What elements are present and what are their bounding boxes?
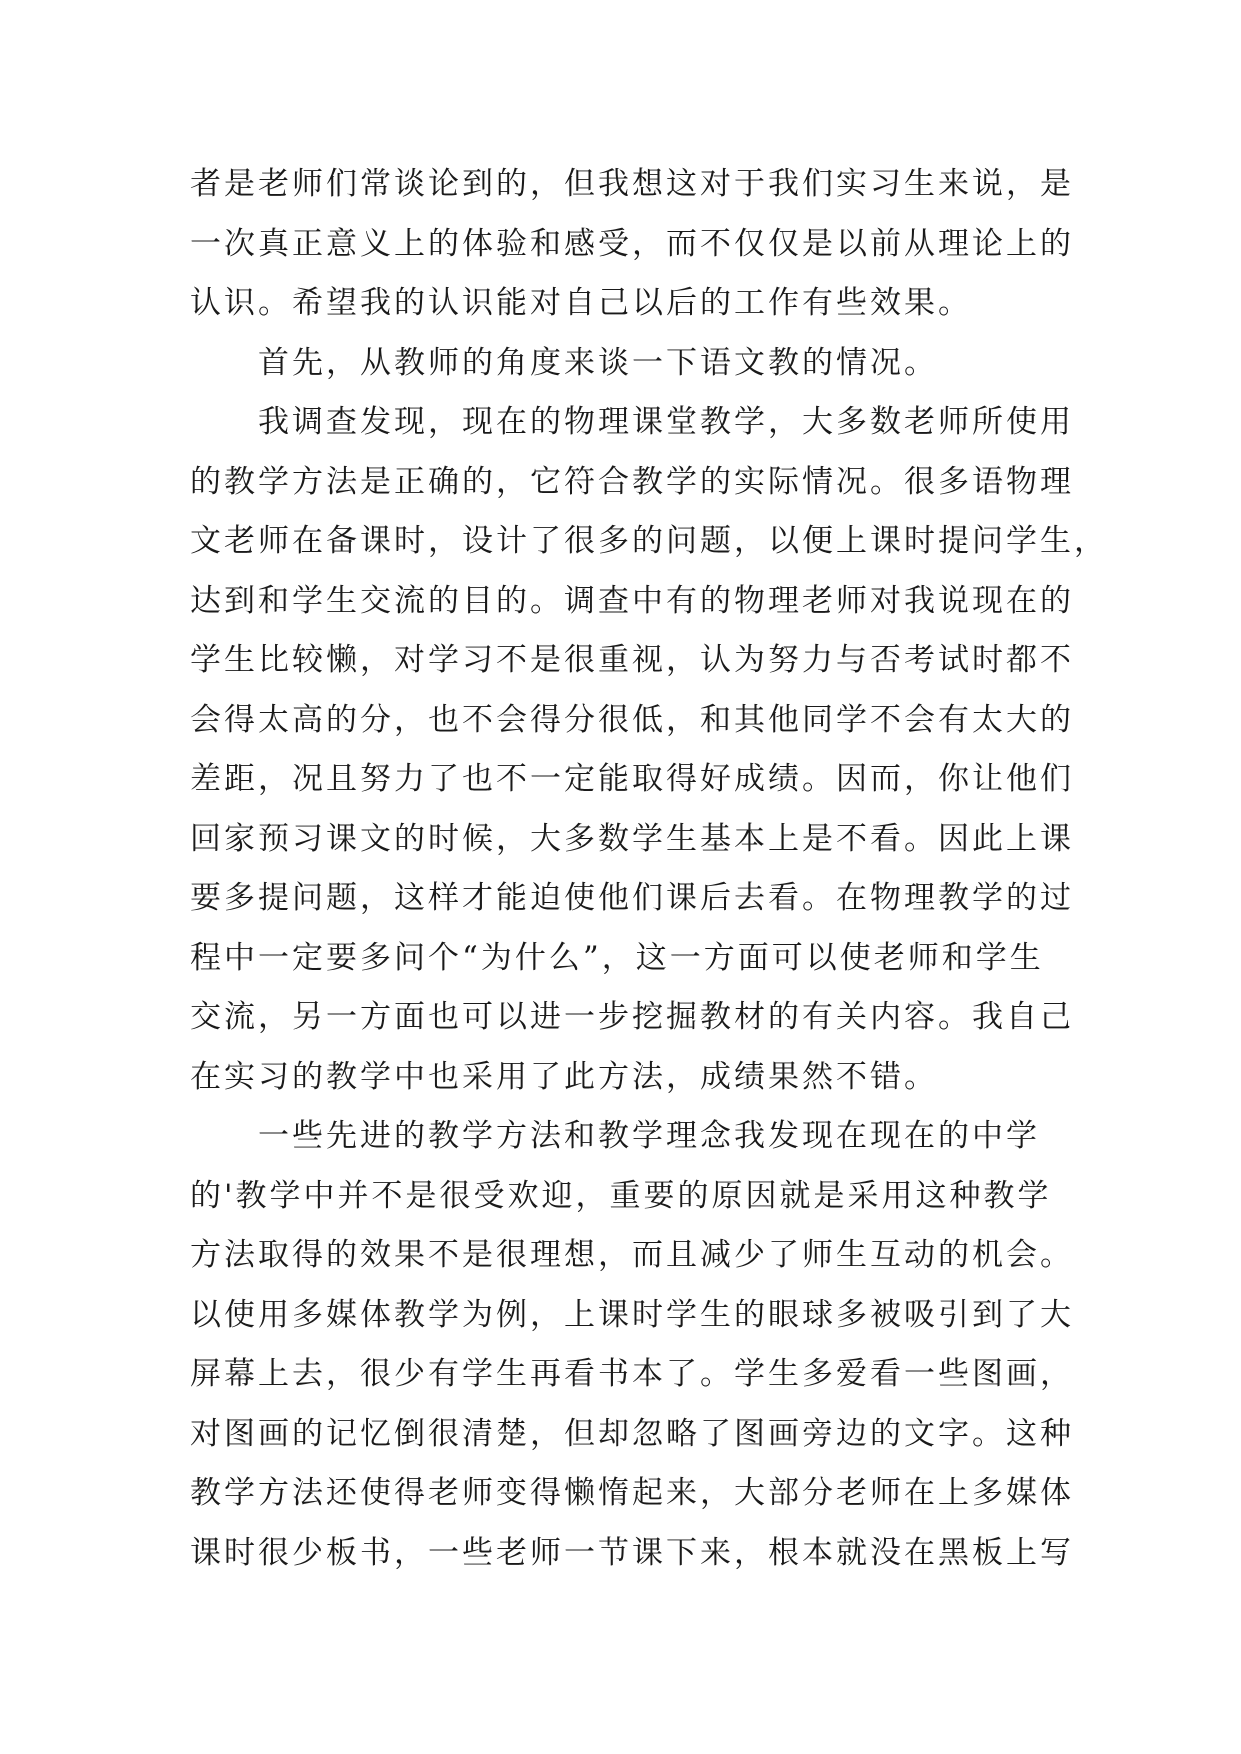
text-line: 要多提问题，这样才能迫使他们课后去看。在物理教学的过 xyxy=(190,880,1074,916)
text-line: 我调查发现，现在的物理课堂教学，大多数老师所使用 xyxy=(258,404,1074,440)
text-line: 者是老师们常谈论到的，但我想这对于我们实习生来说，是 xyxy=(190,166,1074,202)
text-line: 程中一定要多问个“为什么”，这一方面可以使老师和学生 xyxy=(190,939,1044,976)
text-line: 差距，况且努力了也不一定能取得好成绩。因而，你让他们 xyxy=(190,761,1074,797)
text-line: 首先，从教师的角度来谈一下语文教的情况。 xyxy=(258,344,938,381)
text-line: 交流，另一方面也可以进一步挖掘教材的有关内容。我自己 xyxy=(190,999,1074,1035)
text-line: 一些先进的教学方法和教学理念我发现在现在的中学 xyxy=(258,1118,1040,1154)
text-line: 会得太高的分，也不会得分很低，和其他同学不会有太大的 xyxy=(190,701,1074,738)
text-line: 的教学方法是正确的，它符合教学的实际情况。很多语物理 xyxy=(190,463,1074,500)
text-line: 教学方法还使得老师变得懒惰起来，大部分老师在上多媒体 xyxy=(190,1475,1074,1511)
text-line: 在实习的教学中也采用了此方法，成绩果然不错。 xyxy=(190,1058,938,1095)
text-line: 对图画的记忆倒很清楚，但却忽略了图画旁边的文字。这种 xyxy=(190,1415,1074,1452)
text-line: 文老师在备课时，设计了很多的问题，以便上课时提问学生， xyxy=(190,523,1108,559)
text-line: 方法取得的效果不是很理想，而且减少了师生互动的机会。 xyxy=(190,1237,1074,1273)
text-line: 回家预习课文的时候，大多数学生基本上是不看。因此上课 xyxy=(190,820,1074,857)
text-line: 的'教学中并不是很受欢迎，重要的原因就是采用这种教学 xyxy=(190,1177,1052,1214)
text-line: 课时很少板书，一些老师一节课下来，根本就没在黑板上写 xyxy=(190,1534,1074,1571)
text-line: 达到和学生交流的目的。调查中有的物理老师对我说现在的 xyxy=(190,582,1074,619)
text-line: 一次真正意义上的体验和感受，而不仅仅是以前从理论上的 xyxy=(190,225,1074,262)
text-line: 学生比较懒，对学习不是很重视，认为努力与否考试时都不 xyxy=(190,642,1074,678)
text-line: 屏幕上去，很少有学生再看书本了。学生多爱看一些图画， xyxy=(190,1356,1074,1392)
body-text xyxy=(190,155,1108,1583)
text-line: 认识。希望我的认识能对自己以后的工作有些效果。 xyxy=(190,285,972,321)
text-line: 以使用多媒体教学为例，上课时学生的眼球多被吸引到了大 xyxy=(190,1296,1074,1333)
